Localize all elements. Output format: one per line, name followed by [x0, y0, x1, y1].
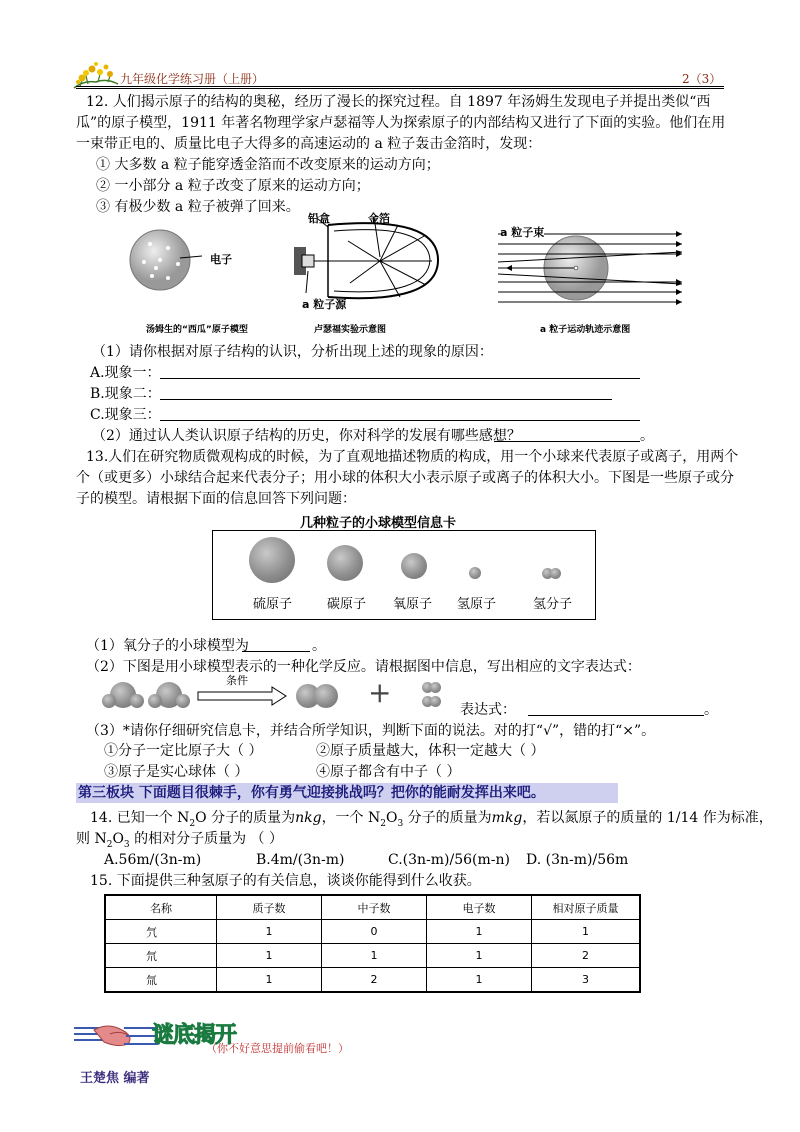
judge-4[interactable]: ④原子都含有中子（ ） [316, 764, 461, 780]
hydrogen-atom-ball [469, 567, 481, 579]
q14-l1-e: O [386, 810, 398, 826]
q12-line2: 瓜”的原子模型，1911 年著名物理学家卢瑟福等人为探索原子的内部结构又进行了下面的实验。他们在用 [76, 115, 726, 131]
expression-label: 表达式： [460, 702, 516, 718]
product-ball-2 [314, 684, 338, 708]
product-h2-bot-2 [430, 696, 441, 707]
q12-item-1: ① 大多数 a 粒子能穿透金箔而不改变原来的运动方向； [96, 157, 440, 173]
carbon-atom-ball [327, 545, 363, 581]
reaction-plus: + [368, 676, 392, 709]
sulfur-atom-ball [249, 537, 295, 583]
reactant-1-h-right [130, 694, 144, 708]
q14-l1-h: ，若以氮原子的质量的 1/14 作为标准， [522, 810, 773, 826]
q12-item-3: ③ 有极少数 a 粒子被弹了回来。 [96, 199, 300, 215]
table-header: 中子数 [322, 895, 427, 920]
q14-l2-b: O [112, 831, 124, 847]
reactant-2-h-right [176, 694, 190, 708]
table-header: 电子数 [427, 895, 532, 920]
q14-l1-c: nkg [295, 810, 322, 826]
fig2-source-label: a 粒子源 [302, 298, 347, 311]
card-label-hydrogen-atom: 氢原子 [457, 597, 497, 612]
judge-2[interactable]: ②原子质量越大，体积一定越大（ ） [316, 743, 545, 759]
table-header: 名称 [105, 895, 217, 920]
q13-sub2: （2）下图是用小球模型表示的一种化学反应。请根据图中信息，写出相应的文字表达式： [86, 659, 641, 675]
q14-option-d[interactable]: D. (3n-m)/56m [526, 852, 629, 868]
q14-l1-a: 14. 已知一个 N [90, 810, 190, 826]
table-row [105, 944, 640, 968]
q13-sub1-blank[interactable] [242, 637, 310, 652]
q12-answer-a-blank[interactable] [160, 364, 640, 379]
q12-answer-b-label: B.现象二： [90, 386, 161, 402]
handshake-logo-icon [74, 1018, 158, 1052]
table-cell: 1 [322, 944, 427, 968]
expression-end: 。 [704, 702, 718, 718]
q14-l2-c: 的相对分子质量为 （ ） [129, 831, 284, 847]
footer-note: （你不好意思提前偷看吧！） [206, 1042, 349, 1055]
q14-sub-2c: 2 [106, 839, 113, 850]
card-label-carbon: 碳原子 [327, 597, 367, 612]
header-rule [76, 86, 724, 89]
judge-1[interactable]: ①分子一定比原子大（ ） [104, 743, 263, 759]
table-cell: 3 [532, 968, 641, 993]
q12-line1: 12. 人们揭示原子的结构的奥秘，经历了漫长的探究过程。自 1897 年汤姆生发现电子并提出类似“西 [86, 94, 711, 110]
table-cell: 1 [427, 920, 532, 944]
card-label-hydrogen-molecule: 氢分子 [533, 597, 573, 612]
table-cell: 1 [217, 944, 322, 968]
fig1-electron-label: 电子 [210, 253, 232, 266]
q12-item-2: ② 一小部分 a 粒子改变了原来的运动方向； [96, 178, 370, 194]
hydrogen-isotope-table [104, 894, 641, 993]
reaction-condition: 条件 [226, 674, 248, 687]
q14-sub-3b: 3 [123, 839, 130, 850]
q12-line3: 一束带正电的、质量比电子大得多的高速运动的 a 粒子轰击金箔时，发现： [76, 136, 542, 152]
q12-sub2: （2）通过认人类认识原子结构的历史，你对科学的发展有哪些感想？ [92, 428, 521, 444]
table-row [105, 920, 640, 944]
oxygen-atom-ball [401, 553, 427, 579]
info-card-title: 几种粒子的小球模型信息卡 [300, 516, 457, 531]
q12-sub2-blank[interactable] [494, 427, 640, 442]
q12-answer-c-blank[interactable] [160, 406, 640, 421]
expression-blank[interactable] [528, 701, 704, 716]
table-header: 相对原子质量 [532, 895, 641, 920]
q12-answer-a-label: A.现象一： [90, 365, 161, 381]
q14-sub-2b: 2 [380, 818, 386, 829]
page-number: 2（3） [682, 72, 722, 86]
hydrogen-molecule-ball-2 [550, 568, 561, 579]
table-cell: 1 [427, 944, 532, 968]
q13-sub1-end: 。 [312, 638, 326, 654]
q13-line3: 子的模型。请根据下面的信息回答下列问题： [76, 491, 356, 507]
card-label-sulfur: 硫原子 [253, 597, 293, 612]
table-cell: 0 [322, 920, 427, 944]
table-cell: 氕 [105, 920, 217, 944]
reactant-2-h-left [148, 694, 162, 708]
reaction-arrow-icon [196, 686, 288, 706]
table-cell: 1 [427, 968, 532, 993]
info-card [212, 530, 596, 620]
table-cell: 2 [322, 968, 427, 993]
table-cell: 1 [532, 920, 641, 944]
fig3-caption: a 粒子运动轨迹示意图 [540, 325, 631, 335]
table-cell: 1 [217, 968, 322, 993]
table-header: 质子数 [217, 895, 322, 920]
table-row [105, 968, 640, 993]
author: 王楚焦 编著 [80, 1071, 150, 1086]
fig1-caption: 汤姆生的“西瓜”原子模型 [146, 325, 248, 335]
q12-sub2-end: 。 [640, 428, 654, 444]
q12-answer-b-blank[interactable] [160, 385, 612, 400]
footer-logo-text: 谜底揭开 [152, 1023, 237, 1048]
q14-option-c[interactable]: C.(3n-m)/56(m-n) [388, 852, 510, 868]
q14-l1-d: ，一个 N [321, 810, 381, 826]
product-h2-top-2 [430, 682, 441, 693]
q14-l1-b: O 分子的质量为 [195, 810, 296, 826]
table-cell: 氚 [105, 968, 217, 993]
table-cell: 2 [532, 944, 641, 968]
q14-l1-f: 分子的质量为 [403, 810, 492, 826]
q14-l1-g: mkg [491, 810, 523, 826]
judge-3[interactable]: ③原子是实心球体（ ） [104, 764, 249, 780]
table-cell: 氘 [105, 944, 217, 968]
table-cell: 1 [217, 920, 322, 944]
book-title: 九年级化学练习册（上册） [120, 72, 265, 86]
q14-sub-2a: 2 [189, 818, 196, 829]
fig2-caption: 卢瑟福实验示意图 [314, 325, 387, 335]
section-three-banner: 第三板块 下面题目很棘手，你有勇气迎接挑战吗？把你的能耐发挥出来吧。 [76, 783, 618, 803]
fig2-lead-box-label: 铅盒 [308, 212, 330, 225]
q13-line1: 13.人们在研究物质微观构成的时候，为了直观地描述物质的构成，用一个小球来代表原子或离子，用两个 [86, 449, 739, 465]
card-label-oxygen: 氧原子 [393, 597, 433, 612]
reaction-diagram [100, 676, 460, 716]
q12-sub1: （1）请你根据对原子结构的认识，分析出现上述的现象的原因： [92, 344, 493, 360]
fig3-beam-label: a 粒子束 [500, 226, 545, 239]
table-header-row [105, 895, 640, 920]
q14-sub-3a: 3 [397, 818, 404, 829]
q14-option-a[interactable]: A.56m/(3n-m) [104, 852, 202, 868]
q13-sub1: （1）氧分子的小球模型为 [86, 638, 249, 654]
q14-option-b[interactable]: B.4m/(3n-m) [256, 852, 345, 868]
q12-answer-c-label: C.现象三： [90, 407, 161, 423]
q13-line2: 个（或更多）小球结合起来代表分子；用小球的体积大小表示原子或离子的体积大小。下图是一些原子或分 [76, 470, 734, 486]
q15-line: 15. 下面提供三种氢原子的有关信息，谈谈你能得到什么收获。 [90, 873, 481, 889]
fig2-gold-foil-label: 金箔 [368, 212, 390, 225]
q14-l2-a: 则 N [76, 831, 107, 847]
reactant-1-h-left [102, 694, 116, 708]
q13-sub3: （3）*请你仔细研究信息卡，并结合所学知识，判断下面的说法。对的打“√”，错的打“×”。 [86, 723, 656, 739]
